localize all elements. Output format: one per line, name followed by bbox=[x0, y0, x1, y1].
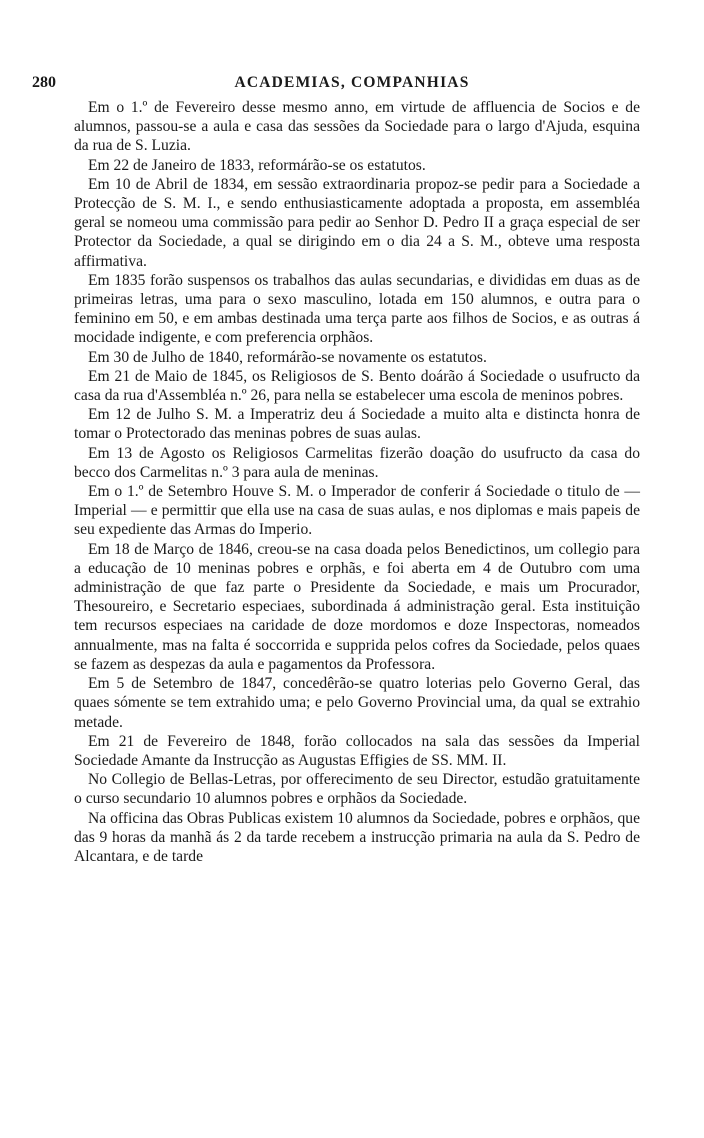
paragraph: Em 18 de Março de 1846, creou-se na casa doada pelos Benedictinos, um collegio para a educação de 10 meninas pobres e orphãs, e foi aberta em 4 de Outubro com uma administração de que faz parte o Presidente da Sociedade, e mais um Procurador, Thesoureiro, e Secretario especiaes, subordinada á administração geral. Esta instituição tem recursos especiaes na caridade de doze mordomos e doze Inspectoras, nomeados annualmente, mas na falta é soccorrida e supprida pelos cofres da Sociedade, pelos quaes se fazem as despezas da aula e pagamentos da Professora. bbox=[74, 540, 640, 673]
paragraph: Na officina das Obras Publicas existem 10 alumnos da Sociedade, pobres e orphãos, que das 9 horas da manhã ás 2 da tarde recebem a instrucção primaria na aula da S. Pedro de Alcantara, e de tarde bbox=[74, 809, 640, 865]
paragraph: Em 21 de Maio de 1845, os Religiosos de S. Bento doárão á Sociedade o usufructo da casa da rua d'Assembléa n.º 26, para nella se estabelecer uma escola de meninos pobres. bbox=[74, 367, 640, 405]
body-text bbox=[74, 98, 640, 866]
paragraph: Em 12 de Julho S. M. a Imperatriz deu á Sociedade a muito alta e distincta honra de tomar o Protectorado das meninas pobres de suas aulas. bbox=[74, 406, 640, 443]
paragraph: Em 21 de Fevereiro de 1848, forão collocados na sala das sessões da Imperial Sociedade Amante da Instrucção as Augustas Effigies de SS. MM. II. bbox=[74, 732, 640, 769]
paragraph: Em 13 de Agosto os Religiosos Carmelitas fizerão doação do usufructo da casa do becco dos Carmelitas n.º 3 para aula de meninas. bbox=[74, 444, 640, 481]
paragraph: Em o 1.º de Fevereiro desse mesmo anno, em virtude de affluencia de Socios e de alumnos, passou-se a aula e casa das sessões da Sociedade para o largo d'Ajuda, esquina da rua de S. Luzia. bbox=[74, 99, 640, 155]
paragraph: Em 1835 forão suspensos os trabalhos das aulas secundarias, e divididas em duas as de primeiras letras, uma para o sexo masculino, lotada em 150 alumnos, e outra para o feminino em 50, e em ambas destinada uma terça parte aos filhos de Socios, e as outras á mocidade indigente, e com preferencia orphãos. bbox=[74, 271, 640, 347]
paragraph: No Collegio de Bellas-Letras, por offerecimento de seu Director, estudão gratuitamente o curso secundario 10 alumnos pobres e orphãos da Sociedade. bbox=[74, 771, 640, 808]
page-number: 280 bbox=[32, 74, 56, 91]
page-header bbox=[0, 74, 704, 96]
paragraph: Em 5 de Setembro de 1847, concedêrão-se quatro loterias pelo Governo Geral, das quaes sómente se tem extrahido uma; e pelo Governo Provincial uma, da qual se extrahio metade. bbox=[74, 675, 640, 731]
running-title: ACADEMIAS, COMPANHIAS bbox=[234, 74, 470, 91]
paragraph: Em 22 de Janeiro de 1833, reformárão-se os estatutos. bbox=[88, 156, 426, 174]
paragraph: Em 10 de Abril de 1834, em sessão extraordinaria propoz-se pedir para a Sociedade a Protecção de S. M. I., e sendo enthusiasticamente adoptada a proposta, em assembléa geral se nomeou uma commissão para pedir ao Senhor D. Pedro II a graça especial de ser Protector da Sociedade, a qual se dirigindo em o dia 24 a S. M., obteve uma resposta affirmativa. bbox=[74, 175, 640, 270]
paragraph: Em o 1.º de Setembro Houve S. M. o Imperador de conferir á Sociedade o titulo de — Imperial — e permittir que ella use na casa de suas aulas, e nos diplomas e mais papeis de seu expediente das Armas do Imperio. bbox=[74, 483, 640, 539]
paragraph: Em 30 de Julho de 1840, reformárão-se novamente os estatutos. bbox=[88, 348, 487, 366]
